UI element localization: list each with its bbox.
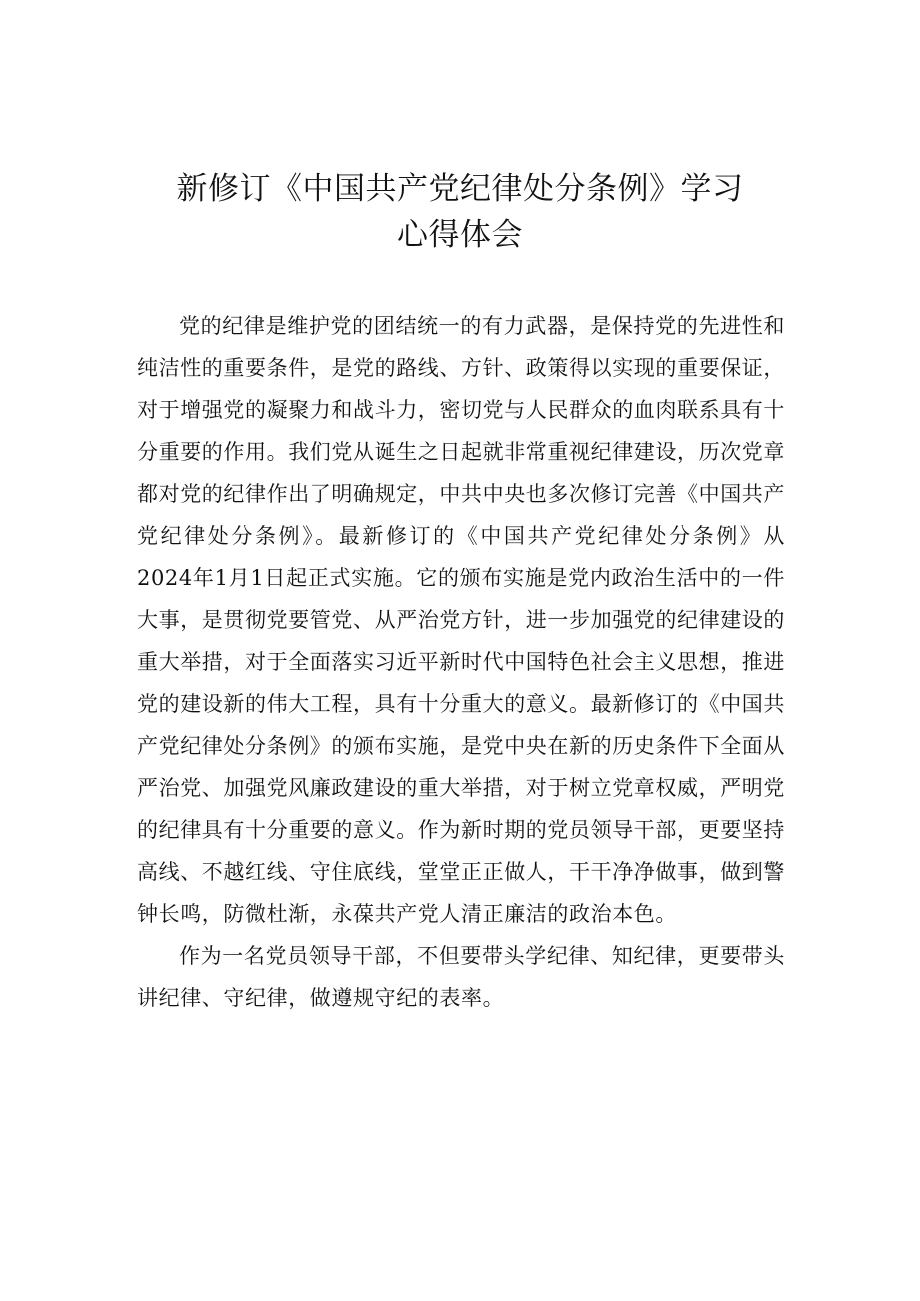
title-line-2: 心得体会 [397,217,523,253]
document-body [137,305,785,1019]
paragraph-1: 党的纪律是维护党的团结统一的有力武器，是保持党的先进性和纯洁性的重要条件，是党的路线、方针、政策得以实现的重要保证，对于增强党的凝聚力和战斗力，密切党与人民群众的血肉联系具有十分重要的作用。我们党从诞生之日起就非常重视纪律建设，历次党章都对党的纪律作出了明确规定，中共中央也多次修订完善《中国共产党纪律处分条例》。最新修订的《中国共产党纪律处分条例》从2024年1月1日起正式实施。它的颁布实施是党内政治生活中的一件大事，是贯彻党要管党、从严治党方针，进一步加强党的纪律建设的重大举措，对于全面落实习近平新时代中国特色社会主义思想，推进党的建设新的伟大工程，具有十分重大的意义。最新修订的《中国共产党纪律处分条例》的颁布实施，是党中央在新的历史条件下全面从严治党、加强党风廉政建设的重大举措，对于树立党章权威，严明党的纪律具有十分重要的意义。作为新时期的党员领导干部，更要坚持高线、不越红线、守住底线，堂堂正正做人，干干净净做事，做到警钟长鸣，防微杜渐，永葆共产党人清正廉洁的政治本色。 [137,314,785,926]
title-line-1: 新修订《中国共产党纪律处分条例》学习 [176,171,744,207]
document-title [150,166,770,258]
paragraph-2: 作为一名党员领导干部，不但要带头学纪律、知纪律，更要带头讲纪律、守纪律，做遵规守纪的表率。 [137,944,785,1010]
